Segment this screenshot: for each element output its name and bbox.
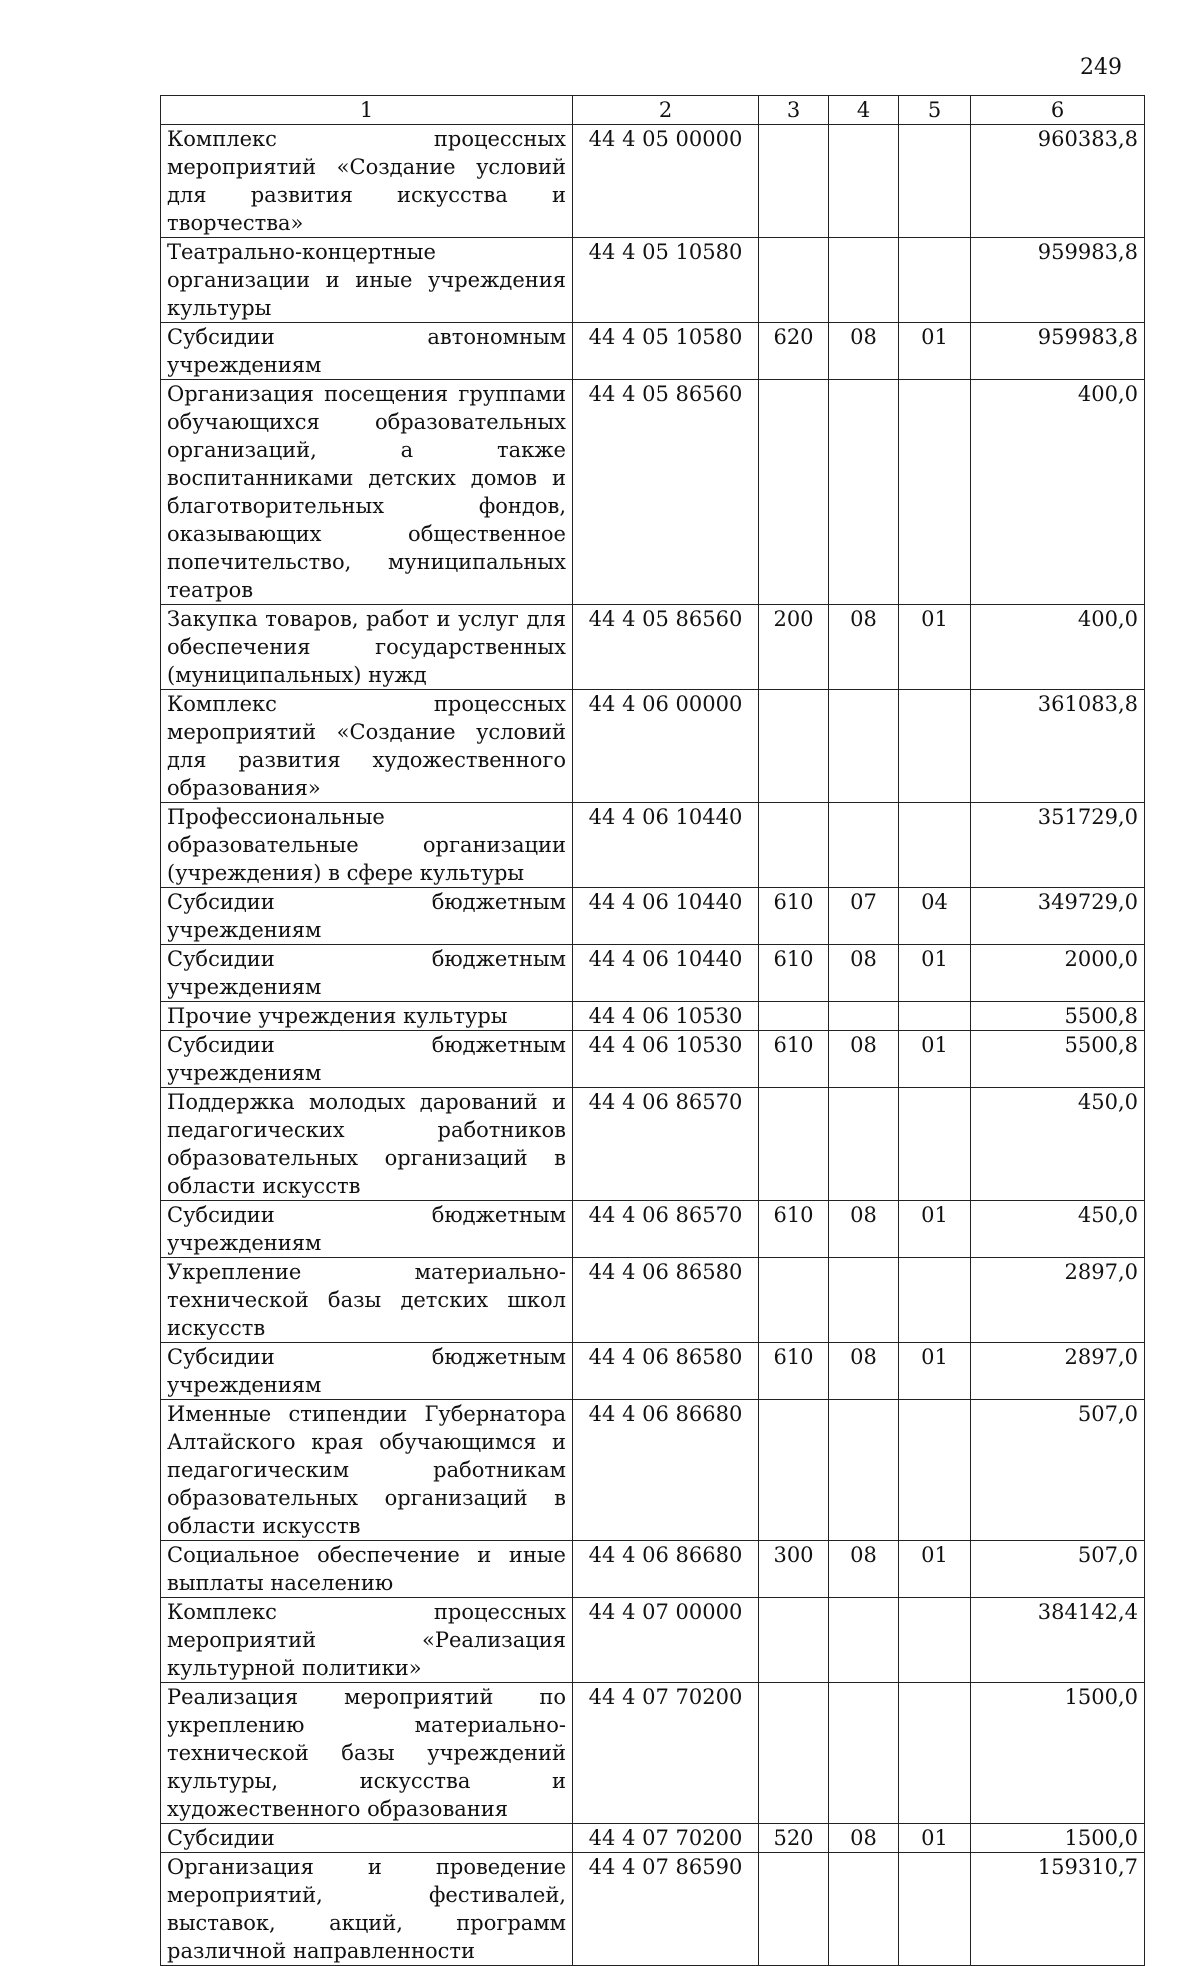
row-amount-cell: 159310,7 bbox=[971, 1853, 1145, 1966]
row-col5-cell: 04 bbox=[899, 888, 971, 945]
column-header-4: 4 bbox=[829, 96, 899, 125]
row-col3-cell bbox=[759, 125, 829, 238]
row-name-cell: Субсидии бюджетным учреждениям bbox=[161, 1201, 573, 1258]
row-col3-cell: 610 bbox=[759, 1031, 829, 1088]
row-col3-cell: 610 bbox=[759, 945, 829, 1002]
row-col4-cell bbox=[829, 125, 899, 238]
table-row bbox=[161, 1541, 1145, 1598]
row-code-cell: 44 4 06 86580 bbox=[573, 1258, 759, 1343]
row-col3-cell: 610 bbox=[759, 888, 829, 945]
table-row bbox=[161, 1002, 1145, 1031]
row-code-cell: 44 4 05 10580 bbox=[573, 323, 759, 380]
row-amount-cell: 507,0 bbox=[971, 1400, 1145, 1541]
row-col3-cell bbox=[759, 1258, 829, 1343]
row-col3-cell: 620 bbox=[759, 323, 829, 380]
row-col5-cell bbox=[899, 803, 971, 888]
row-amount-cell: 959983,8 bbox=[971, 238, 1145, 323]
row-col3-cell bbox=[759, 238, 829, 323]
row-amount-cell: 2897,0 bbox=[971, 1343, 1145, 1400]
row-name-cell: Субсидии бюджетным учреждениям bbox=[161, 945, 573, 1002]
row-col3-cell: 300 bbox=[759, 1541, 829, 1598]
row-col4-cell: 08 bbox=[829, 605, 899, 690]
row-col4-cell: 08 bbox=[829, 1343, 899, 1400]
row-col5-cell: 01 bbox=[899, 1541, 971, 1598]
table-row bbox=[161, 1031, 1145, 1088]
table-row bbox=[161, 803, 1145, 888]
row-col4-cell bbox=[829, 1258, 899, 1343]
table-row bbox=[161, 605, 1145, 690]
row-name-cell: Субсидии bbox=[161, 1824, 573, 1853]
row-col5-cell: 01 bbox=[899, 605, 971, 690]
row-name-cell: Субсидии бюджетным учреждениям bbox=[161, 888, 573, 945]
row-code-cell: 44 4 05 86560 bbox=[573, 605, 759, 690]
row-col4-cell bbox=[829, 690, 899, 803]
table-row bbox=[161, 1258, 1145, 1343]
row-col3-cell bbox=[759, 1683, 829, 1824]
row-code-cell: 44 4 07 70200 bbox=[573, 1683, 759, 1824]
column-header-3: 3 bbox=[759, 96, 829, 125]
row-amount-cell: 361083,8 bbox=[971, 690, 1145, 803]
row-code-cell: 44 4 06 86580 bbox=[573, 1343, 759, 1400]
row-code-cell: 44 4 06 10530 bbox=[573, 1002, 759, 1031]
row-col3-cell: 520 bbox=[759, 1824, 829, 1853]
row-col5-cell: 01 bbox=[899, 945, 971, 1002]
row-col5-cell bbox=[899, 238, 971, 323]
table-row bbox=[161, 1343, 1145, 1400]
row-col4-cell: 08 bbox=[829, 1824, 899, 1853]
row-col3-cell: 200 bbox=[759, 605, 829, 690]
row-name-cell: Комплекс процессных мероприятий «Создание условий для развития художественного образования» bbox=[161, 690, 573, 803]
table-row bbox=[161, 1201, 1145, 1258]
column-header-1: 1 bbox=[161, 96, 573, 125]
row-name-cell: Субсидии бюджетным учреждениям bbox=[161, 1031, 573, 1088]
row-name-cell: Субсидии бюджетным учреждениям bbox=[161, 1343, 573, 1400]
table-row bbox=[161, 238, 1145, 323]
row-name-cell: Социальное обеспечение и иные выплаты населению bbox=[161, 1541, 573, 1598]
row-col3-cell bbox=[759, 803, 829, 888]
row-amount-cell: 349729,0 bbox=[971, 888, 1145, 945]
row-amount-cell: 450,0 bbox=[971, 1088, 1145, 1201]
row-code-cell: 44 4 05 00000 bbox=[573, 125, 759, 238]
row-code-cell: 44 4 06 86680 bbox=[573, 1541, 759, 1598]
row-col4-cell bbox=[829, 1088, 899, 1201]
row-amount-cell: 1500,0 bbox=[971, 1824, 1145, 1853]
row-code-cell: 44 4 07 00000 bbox=[573, 1598, 759, 1683]
row-name-cell: Закупка товаров, работ и услуг для обеспечения государственных (муниципальных) нужд bbox=[161, 605, 573, 690]
row-code-cell: 44 4 06 86570 bbox=[573, 1201, 759, 1258]
row-col5-cell bbox=[899, 1002, 971, 1031]
row-name-cell: Субсидии автономным учреждениям bbox=[161, 323, 573, 380]
row-amount-cell: 450,0 bbox=[971, 1201, 1145, 1258]
table-row bbox=[161, 1088, 1145, 1201]
row-amount-cell: 2897,0 bbox=[971, 1258, 1145, 1343]
row-amount-cell: 384142,4 bbox=[971, 1598, 1145, 1683]
table-row bbox=[161, 1598, 1145, 1683]
row-col4-cell: 07 bbox=[829, 888, 899, 945]
row-code-cell: 44 4 06 10530 bbox=[573, 1031, 759, 1088]
row-col4-cell: 08 bbox=[829, 945, 899, 1002]
row-name-cell: Организация и проведение мероприятий, фестивалей, выставок, акций, программ различной направленности bbox=[161, 1853, 573, 1966]
row-name-cell: Комплекс процессных мероприятий «Создание условий для развития искусства и творчества» bbox=[161, 125, 573, 238]
row-col4-cell bbox=[829, 803, 899, 888]
row-name-cell: Именные стипендии Губернатора Алтайского края обучающимся и педагогическим работникам образовательных организаций в области искусств bbox=[161, 1400, 573, 1541]
row-col5-cell bbox=[899, 1258, 971, 1343]
row-col3-cell bbox=[759, 1088, 829, 1201]
row-amount-cell: 2000,0 bbox=[971, 945, 1145, 1002]
row-name-cell: Поддержка молодых дарований и педагогических работников образовательных организаций в области искусств bbox=[161, 1088, 573, 1201]
row-col5-cell bbox=[899, 1683, 971, 1824]
row-col5-cell bbox=[899, 1400, 971, 1541]
row-code-cell: 44 4 05 10580 bbox=[573, 238, 759, 323]
row-code-cell: 44 4 06 10440 bbox=[573, 945, 759, 1002]
row-code-cell: 44 4 07 70200 bbox=[573, 1824, 759, 1853]
row-col5-cell: 01 bbox=[899, 323, 971, 380]
table-row bbox=[161, 1400, 1145, 1541]
row-col4-cell bbox=[829, 1683, 899, 1824]
budget-table bbox=[160, 95, 1145, 1966]
table-row bbox=[161, 125, 1145, 238]
row-col5-cell: 01 bbox=[899, 1824, 971, 1853]
row-code-cell: 44 4 05 86560 bbox=[573, 380, 759, 605]
table-row bbox=[161, 323, 1145, 380]
table-row bbox=[161, 945, 1145, 1002]
row-amount-cell: 351729,0 bbox=[971, 803, 1145, 888]
row-code-cell: 44 4 06 10440 bbox=[573, 888, 759, 945]
table-row bbox=[161, 1853, 1145, 1966]
page-number: 249 bbox=[1080, 55, 1122, 80]
row-col5-cell: 01 bbox=[899, 1031, 971, 1088]
row-col4-cell bbox=[829, 238, 899, 323]
row-col4-cell bbox=[829, 1853, 899, 1966]
row-name-cell: Комплекс процессных мероприятий «Реализация культурной политики» bbox=[161, 1598, 573, 1683]
row-name-cell: Реализация мероприятий по укреплению материально-технической базы учреждений культуры, искусства и художественного образования bbox=[161, 1683, 573, 1824]
row-amount-cell: 400,0 bbox=[971, 605, 1145, 690]
row-col5-cell bbox=[899, 380, 971, 605]
column-header-2: 2 bbox=[573, 96, 759, 125]
row-col4-cell: 08 bbox=[829, 1541, 899, 1598]
table-row bbox=[161, 690, 1145, 803]
column-header-5: 5 bbox=[899, 96, 971, 125]
row-amount-cell: 400,0 bbox=[971, 380, 1145, 605]
row-name-cell: Театрально-концертные организации и иные учреждения культуры bbox=[161, 238, 573, 323]
row-col4-cell: 08 bbox=[829, 1031, 899, 1088]
table-row bbox=[161, 1683, 1145, 1824]
row-name-cell: Прочие учреждения культуры bbox=[161, 1002, 573, 1031]
row-code-cell: 44 4 06 86680 bbox=[573, 1400, 759, 1541]
row-code-cell: 44 4 06 00000 bbox=[573, 690, 759, 803]
row-col5-cell: 01 bbox=[899, 1343, 971, 1400]
row-col4-cell bbox=[829, 380, 899, 605]
row-name-cell: Профессиональные образовательные организации (учреждения) в сфере культуры bbox=[161, 803, 573, 888]
row-amount-cell: 5500,8 bbox=[971, 1031, 1145, 1088]
row-col3-cell bbox=[759, 690, 829, 803]
row-col4-cell bbox=[829, 1598, 899, 1683]
row-name-cell: Организация посещения группами обучающихся образовательных организаций, а также воспитанниками детских домов и благотворительных фондов, оказывающих общественное попечительство, муниципальных театров bbox=[161, 380, 573, 605]
row-col3-cell bbox=[759, 1598, 829, 1683]
row-col5-cell bbox=[899, 1598, 971, 1683]
row-col3-cell bbox=[759, 1400, 829, 1541]
table-row bbox=[161, 888, 1145, 945]
table-row bbox=[161, 380, 1145, 605]
row-col4-cell: 08 bbox=[829, 1201, 899, 1258]
row-amount-cell: 960383,8 bbox=[971, 125, 1145, 238]
row-col5-cell: 01 bbox=[899, 1201, 971, 1258]
row-amount-cell: 507,0 bbox=[971, 1541, 1145, 1598]
row-col5-cell bbox=[899, 690, 971, 803]
row-amount-cell: 5500,8 bbox=[971, 1002, 1145, 1031]
row-amount-cell: 1500,0 bbox=[971, 1683, 1145, 1824]
row-col4-cell bbox=[829, 1400, 899, 1541]
row-col3-cell bbox=[759, 1002, 829, 1031]
row-name-cell: Укрепление материально-технической базы детских школ искусств bbox=[161, 1258, 573, 1343]
row-col3-cell: 610 bbox=[759, 1343, 829, 1400]
row-code-cell: 44 4 06 10440 bbox=[573, 803, 759, 888]
row-col4-cell bbox=[829, 1002, 899, 1031]
table-header-row bbox=[161, 96, 1145, 125]
row-amount-cell: 959983,8 bbox=[971, 323, 1145, 380]
column-header-6: 6 bbox=[971, 96, 1145, 125]
row-col3-cell: 610 bbox=[759, 1201, 829, 1258]
row-col3-cell bbox=[759, 1853, 829, 1966]
table-row bbox=[161, 1824, 1145, 1853]
row-col5-cell bbox=[899, 125, 971, 238]
row-code-cell: 44 4 06 86570 bbox=[573, 1088, 759, 1201]
row-col5-cell bbox=[899, 1853, 971, 1966]
row-col4-cell: 08 bbox=[829, 323, 899, 380]
row-col3-cell bbox=[759, 380, 829, 605]
row-code-cell: 44 4 07 86590 bbox=[573, 1853, 759, 1966]
row-col5-cell bbox=[899, 1088, 971, 1201]
